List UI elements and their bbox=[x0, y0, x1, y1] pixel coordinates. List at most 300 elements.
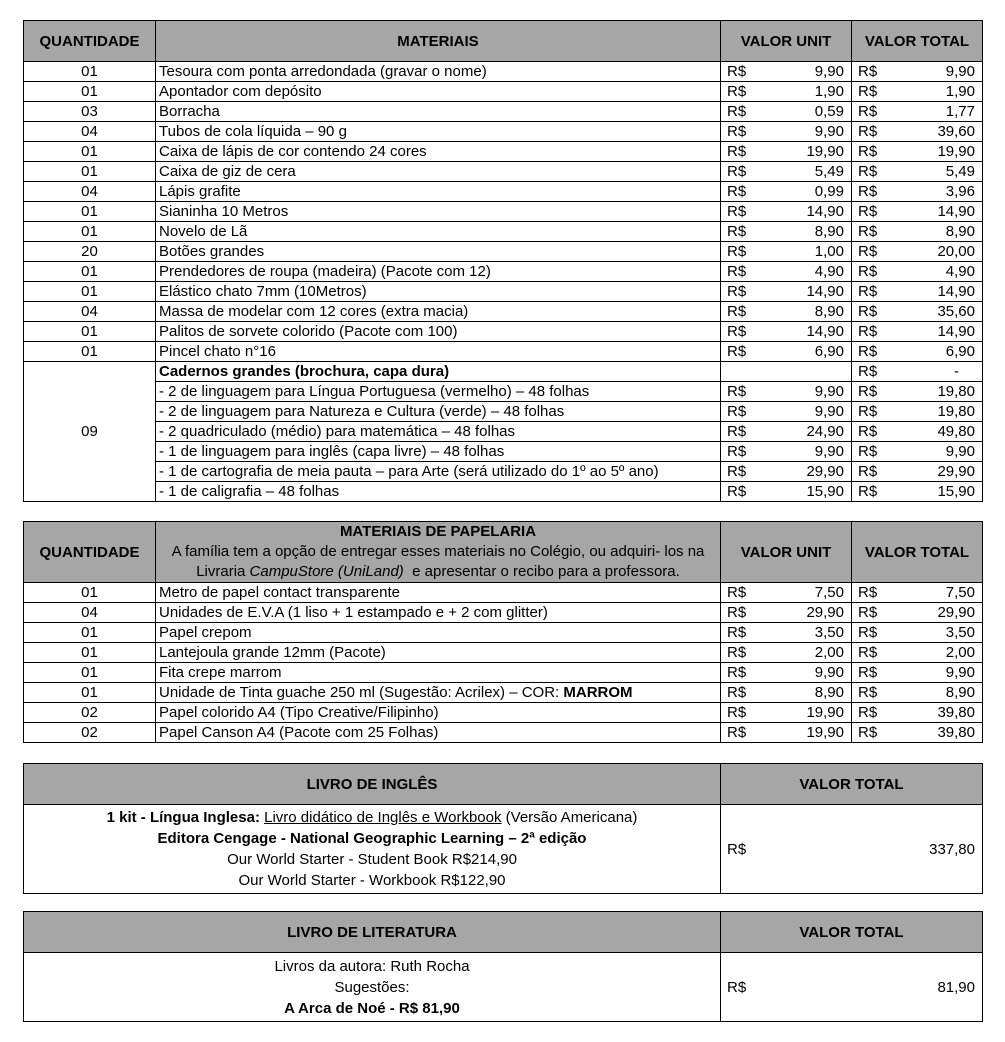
currency-label: R$ bbox=[858, 624, 878, 641]
quantity-cell: 20 bbox=[24, 242, 156, 262]
total-value-cell bbox=[852, 342, 983, 362]
total-value-cell bbox=[852, 222, 983, 242]
unit-value-cell bbox=[721, 382, 852, 402]
amount: 20,00 bbox=[937, 243, 975, 260]
currency-label: R$ bbox=[727, 263, 747, 280]
table-row bbox=[24, 182, 983, 202]
total-value-cell bbox=[852, 282, 983, 302]
amount: 2,00 bbox=[814, 644, 844, 661]
unit-value-cell bbox=[721, 643, 852, 663]
total-value-cell bbox=[852, 362, 983, 382]
amount: 14,90 bbox=[806, 283, 844, 300]
currency-label: R$ bbox=[727, 704, 747, 721]
ingles-table bbox=[23, 763, 983, 894]
material-cell bbox=[156, 723, 721, 743]
kit-version: (Versão Americana) bbox=[501, 809, 638, 826]
currency-label: R$ bbox=[858, 303, 878, 320]
amount: 1,90 bbox=[945, 83, 975, 100]
literatura-description bbox=[24, 953, 721, 1022]
item-text: Unidades de E.V.A (1 liso + 1 estampado e + 2 com glitter) bbox=[159, 604, 548, 621]
ingles-student-book: Our World Starter - Student Book R$214,90 bbox=[227, 851, 517, 868]
material-cell bbox=[156, 583, 721, 603]
currency-label: R$ bbox=[727, 584, 747, 601]
quantity-cell: 01 bbox=[24, 282, 156, 302]
currency-label: R$ bbox=[858, 443, 878, 460]
material-cell bbox=[156, 603, 721, 623]
quantity-cell: 01 bbox=[24, 162, 156, 182]
literatura-total-cell bbox=[721, 953, 983, 1022]
quantity-cell: 03 bbox=[24, 102, 156, 122]
quantity-cell: 01 bbox=[24, 322, 156, 342]
currency-label: R$ bbox=[858, 123, 878, 140]
papelaria-title: MATERIAIS DE PAPELARIA bbox=[339, 523, 537, 540]
table-row bbox=[24, 222, 983, 242]
amount: 19,80 bbox=[937, 383, 975, 400]
total-value-cell bbox=[852, 262, 983, 282]
total-value-cell bbox=[852, 663, 983, 683]
amount: 8,90 bbox=[814, 223, 844, 240]
amount: 19,80 bbox=[937, 403, 975, 420]
currency-label: R$ bbox=[858, 604, 878, 621]
table-row bbox=[24, 422, 983, 442]
material-cell: Caixa de giz de cera bbox=[156, 162, 721, 182]
amount: 1,90 bbox=[814, 83, 844, 100]
material-cell: Elástico chato 7mm (10Metros) bbox=[156, 282, 721, 302]
material-cell: Massa de modelar com 12 cores (extra macia) bbox=[156, 302, 721, 322]
amount: 14,90 bbox=[937, 283, 975, 300]
unit-value-cell bbox=[721, 142, 852, 162]
amount: 9,90 bbox=[814, 383, 844, 400]
amount: 3,50 bbox=[814, 624, 844, 641]
amount: 9,90 bbox=[814, 63, 844, 80]
unit-value-cell bbox=[721, 683, 852, 703]
currency-label: R$ bbox=[858, 83, 878, 100]
currency-label: R$ bbox=[858, 584, 878, 601]
total-value-cell bbox=[852, 82, 983, 102]
unit-value-cell bbox=[721, 342, 852, 362]
currency-label: R$ bbox=[727, 840, 747, 858]
currency-label: R$ bbox=[858, 684, 878, 701]
unit-value-cell bbox=[721, 603, 852, 623]
amount: - bbox=[954, 363, 959, 380]
papelaria-note-line1: A família tem a opção de entregar esses materiais no Colégio, ou adquiri- los na bbox=[171, 543, 705, 560]
currency-label: R$ bbox=[858, 363, 878, 380]
amount: 1,00 bbox=[814, 243, 844, 260]
table-row bbox=[24, 302, 983, 322]
unit-value-cell bbox=[721, 703, 852, 723]
amount: 15,90 bbox=[806, 483, 844, 500]
header-valor-total: VALOR TOTAL bbox=[721, 764, 983, 805]
quantity-cell: 01 bbox=[24, 583, 156, 603]
item-color-emphasis: MARROM bbox=[563, 684, 633, 701]
currency-label: R$ bbox=[858, 323, 878, 340]
amount: 15,90 bbox=[937, 483, 975, 500]
currency-label: R$ bbox=[858, 103, 878, 120]
amount: 9,90 bbox=[814, 664, 844, 681]
material-cell: Apontador com depósito bbox=[156, 82, 721, 102]
quantity-cell: 01 bbox=[24, 202, 156, 222]
header-papelaria bbox=[156, 522, 721, 583]
table-row bbox=[24, 643, 983, 663]
amount: 5,49 bbox=[945, 163, 975, 180]
amount: 9,90 bbox=[814, 123, 844, 140]
material-cell: Botões grandes bbox=[156, 242, 721, 262]
amount: 29,90 bbox=[937, 604, 975, 621]
unit-value-cell bbox=[721, 462, 852, 482]
unit-value-cell bbox=[721, 442, 852, 462]
amount: 9,90 bbox=[814, 403, 844, 420]
currency-label: R$ bbox=[727, 203, 747, 220]
currency-label: R$ bbox=[727, 978, 747, 996]
materiais-table bbox=[23, 20, 983, 502]
unit-value-cell bbox=[721, 723, 852, 743]
amount: 8,90 bbox=[814, 684, 844, 701]
currency-label: R$ bbox=[727, 183, 747, 200]
table-row bbox=[24, 382, 983, 402]
quantity-cell: 01 bbox=[24, 82, 156, 102]
material-cell: Sianinha 10 Metros bbox=[156, 202, 721, 222]
unit-value-cell bbox=[721, 242, 852, 262]
amount: 1,77 bbox=[945, 103, 975, 120]
total-value-cell bbox=[852, 402, 983, 422]
currency-label: R$ bbox=[727, 383, 747, 400]
table-row bbox=[24, 322, 983, 342]
amount: 49,80 bbox=[937, 423, 975, 440]
item-text: Papel Canson A4 (Pacote com 25 Folhas) bbox=[159, 724, 439, 741]
currency-label: R$ bbox=[727, 724, 747, 741]
literatura-total: 81,90 bbox=[937, 978, 975, 996]
item-text: Papel colorido A4 (Tipo Creative/Filipinho) bbox=[159, 704, 439, 721]
total-value-cell bbox=[852, 482, 983, 502]
currency-label: R$ bbox=[858, 143, 878, 160]
currency-label: R$ bbox=[858, 163, 878, 180]
table-row bbox=[24, 362, 983, 382]
total-value-cell bbox=[852, 322, 983, 342]
header-quantidade: QUANTIDADE bbox=[24, 522, 156, 583]
amount: 0,99 bbox=[814, 183, 844, 200]
currency-label: R$ bbox=[858, 664, 878, 681]
table-row bbox=[24, 242, 983, 262]
unit-value-cell bbox=[721, 322, 852, 342]
unit-value-cell bbox=[721, 623, 852, 643]
amount: 29,90 bbox=[937, 463, 975, 480]
material-cell: Novelo de Lã bbox=[156, 222, 721, 242]
material-cell bbox=[156, 703, 721, 723]
currency-label: R$ bbox=[858, 203, 878, 220]
caderno-item-cell: - 1 de caligrafia – 48 folhas bbox=[156, 482, 721, 502]
table-row bbox=[24, 723, 983, 743]
papelaria-note-line2 bbox=[159, 562, 717, 582]
amount: 14,90 bbox=[806, 203, 844, 220]
amount: 35,60 bbox=[937, 303, 975, 320]
note-text: Livraria bbox=[196, 563, 250, 580]
currency-label: R$ bbox=[727, 303, 747, 320]
amount: 19,90 bbox=[806, 724, 844, 741]
ingles-total-cell bbox=[721, 805, 983, 894]
unit-value-cell bbox=[721, 583, 852, 603]
currency-label: R$ bbox=[858, 263, 878, 280]
kit-books: Livro didático de Inglês e Workbook bbox=[264, 809, 502, 826]
table-row bbox=[24, 402, 983, 422]
currency-label: R$ bbox=[727, 463, 747, 480]
table-row bbox=[24, 603, 983, 623]
total-value-cell bbox=[852, 182, 983, 202]
total-value-cell bbox=[852, 202, 983, 222]
currency-label: R$ bbox=[858, 704, 878, 721]
quantity-cell: 01 bbox=[24, 643, 156, 663]
quantity-cell: 01 bbox=[24, 62, 156, 82]
material-cell: Palitos de sorvete colorido (Pacote com 100) bbox=[156, 322, 721, 342]
table-row bbox=[24, 342, 983, 362]
unit-value-cell bbox=[721, 102, 852, 122]
currency-label: R$ bbox=[727, 443, 747, 460]
unit-value-cell bbox=[721, 282, 852, 302]
ingles-total: 337,80 bbox=[929, 840, 975, 858]
material-cell bbox=[156, 663, 721, 683]
item-text: Lantejoula grande 12mm (Pacote) bbox=[159, 644, 386, 661]
ingles-publisher: Editora Cengage - National Geographic Learning – 2ª edição bbox=[157, 830, 587, 847]
currency-label: R$ bbox=[858, 183, 878, 200]
unit-value-cell bbox=[721, 262, 852, 282]
currency-label: R$ bbox=[727, 624, 747, 641]
amount: 8,90 bbox=[945, 684, 975, 701]
amount: 9,90 bbox=[945, 443, 975, 460]
total-value-cell bbox=[852, 643, 983, 663]
literatura-table bbox=[23, 911, 983, 1022]
unit-value-cell bbox=[721, 402, 852, 422]
table-row bbox=[24, 82, 983, 102]
currency-label: R$ bbox=[727, 103, 747, 120]
caderno-item-cell: - 2 de linguagem para Língua Portuguesa (vermelho) – 48 folhas bbox=[156, 382, 721, 402]
unit-value-cell bbox=[721, 202, 852, 222]
material-cell: Caixa de lápis de cor contendo 24 cores bbox=[156, 142, 721, 162]
currency-label: R$ bbox=[727, 423, 747, 440]
amount: 9,90 bbox=[945, 63, 975, 80]
unit-value-cell bbox=[721, 62, 852, 82]
total-value-cell bbox=[852, 422, 983, 442]
table-row bbox=[24, 162, 983, 182]
currency-label: R$ bbox=[727, 323, 747, 340]
caderno-item-cell: - 2 quadriculado (médio) para matemática – 48 folhas bbox=[156, 422, 721, 442]
currency-label: R$ bbox=[727, 243, 747, 260]
currency-label: R$ bbox=[858, 644, 878, 661]
quantity-cell: 04 bbox=[24, 603, 156, 623]
table-row bbox=[24, 122, 983, 142]
unit-value-cell bbox=[721, 482, 852, 502]
table-row bbox=[24, 482, 983, 502]
header-valor-unit: VALOR UNIT bbox=[721, 522, 852, 583]
amount: 6,90 bbox=[945, 343, 975, 360]
material-cell bbox=[156, 623, 721, 643]
total-value-cell bbox=[852, 102, 983, 122]
material-cell: Borracha bbox=[156, 102, 721, 122]
amount: 19,90 bbox=[806, 143, 844, 160]
item-text: Fita crepe marrom bbox=[159, 664, 282, 681]
header-valor-total: VALOR TOTAL bbox=[852, 522, 983, 583]
amount: 7,50 bbox=[945, 584, 975, 601]
table-row bbox=[24, 462, 983, 482]
unit-value-cell bbox=[721, 362, 852, 382]
quantity-cell: 02 bbox=[24, 703, 156, 723]
amount: 24,90 bbox=[806, 423, 844, 440]
literatura-author: Livros da autora: Ruth Rocha bbox=[274, 957, 470, 975]
currency-label: R$ bbox=[858, 483, 878, 500]
item-text: Metro de papel contact transparente bbox=[159, 584, 400, 601]
cadernos-title: Cadernos grandes (brochura, capa dura) bbox=[156, 362, 721, 382]
quantity-cell: 01 bbox=[24, 342, 156, 362]
kit-label: 1 kit - Língua Inglesa: bbox=[106, 809, 260, 826]
quantity-cell: 02 bbox=[24, 723, 156, 743]
amount: 39,80 bbox=[937, 704, 975, 721]
total-value-cell bbox=[852, 442, 983, 462]
unit-value-cell bbox=[721, 122, 852, 142]
material-cell: Prendedores de roupa (madeira) (Pacote com 12) bbox=[156, 262, 721, 282]
total-value-cell bbox=[852, 623, 983, 643]
currency-label: R$ bbox=[727, 644, 747, 661]
table-row bbox=[24, 142, 983, 162]
quantity-cell: 01 bbox=[24, 222, 156, 242]
currency-label: R$ bbox=[727, 604, 747, 621]
quantity-cell: 09 bbox=[24, 362, 156, 502]
currency-label: R$ bbox=[858, 463, 878, 480]
papelaria-table bbox=[23, 521, 983, 743]
table-row bbox=[24, 262, 983, 282]
literatura-suggestions-label: Sugestões: bbox=[334, 978, 410, 996]
table-row bbox=[24, 62, 983, 82]
quantity-cell: 01 bbox=[24, 262, 156, 282]
unit-value-cell bbox=[721, 422, 852, 442]
amount: 39,60 bbox=[937, 123, 975, 140]
amount: 0,59 bbox=[814, 103, 844, 120]
currency-label: R$ bbox=[858, 383, 878, 400]
total-value-cell bbox=[852, 462, 983, 482]
table-row bbox=[24, 282, 983, 302]
amount: 3,50 bbox=[945, 624, 975, 641]
caderno-item-cell: - 2 de linguagem para Natureza e Cultura (verde) – 48 folhas bbox=[156, 402, 721, 422]
table-row bbox=[24, 102, 983, 122]
ingles-workbook: Our World Starter - Workbook R$122,90 bbox=[238, 872, 506, 889]
header-valor-total: VALOR TOTAL bbox=[721, 912, 983, 953]
amount: 14,90 bbox=[806, 323, 844, 340]
currency-label: R$ bbox=[858, 243, 878, 260]
total-value-cell bbox=[852, 302, 983, 322]
unit-value-cell bbox=[721, 82, 852, 102]
table-row bbox=[24, 683, 983, 703]
amount: 3,96 bbox=[945, 183, 975, 200]
ingles-line1 bbox=[27, 807, 717, 828]
unit-value-cell bbox=[721, 663, 852, 683]
amount: 8,90 bbox=[814, 303, 844, 320]
note-text: e apresentar o recibo para a professora. bbox=[403, 563, 680, 580]
currency-label: R$ bbox=[727, 283, 747, 300]
quantity-cell: 01 bbox=[24, 142, 156, 162]
currency-label: R$ bbox=[727, 223, 747, 240]
total-value-cell bbox=[852, 382, 983, 402]
currency-label: R$ bbox=[858, 403, 878, 420]
header-valor-total: VALOR TOTAL bbox=[852, 21, 983, 62]
amount: 19,90 bbox=[937, 143, 975, 160]
amount: 19,90 bbox=[806, 704, 844, 721]
currency-label: R$ bbox=[727, 163, 747, 180]
currency-label: R$ bbox=[727, 143, 747, 160]
total-value-cell bbox=[852, 603, 983, 623]
total-value-cell bbox=[852, 162, 983, 182]
literatura-book: A Arca de Noé - R$ 81,90 bbox=[284, 999, 460, 1017]
currency-label: R$ bbox=[727, 63, 747, 80]
currency-label: R$ bbox=[727, 483, 747, 500]
amount: 6,90 bbox=[814, 343, 844, 360]
total-value-cell bbox=[852, 583, 983, 603]
store-name: CampuStore (UniLand) bbox=[249, 563, 404, 580]
total-value-cell bbox=[852, 723, 983, 743]
currency-label: R$ bbox=[727, 343, 747, 360]
unit-value-cell bbox=[721, 182, 852, 202]
table-row bbox=[24, 442, 983, 462]
amount: 14,90 bbox=[937, 323, 975, 340]
unit-value-cell bbox=[721, 162, 852, 182]
amount: 9,90 bbox=[814, 443, 844, 460]
currency-label: R$ bbox=[858, 223, 878, 240]
amount: 8,90 bbox=[945, 223, 975, 240]
currency-label: R$ bbox=[727, 403, 747, 420]
material-cell bbox=[156, 643, 721, 663]
table-row bbox=[24, 202, 983, 222]
amount: 29,90 bbox=[806, 463, 844, 480]
caderno-item-cell: - 1 de cartografia de meia pauta – para Arte (será utilizado do 1º ao 5º ano) bbox=[156, 462, 721, 482]
currency-label: R$ bbox=[858, 423, 878, 440]
quantity-cell: 04 bbox=[24, 122, 156, 142]
currency-label: R$ bbox=[858, 343, 878, 360]
material-cell: Tubos de cola líquida – 90 g bbox=[156, 122, 721, 142]
material-cell bbox=[156, 683, 721, 703]
item-text: Papel crepom bbox=[159, 624, 252, 641]
amount: 14,90 bbox=[937, 203, 975, 220]
ingles-description bbox=[24, 805, 721, 894]
material-cell: Pincel chato n°16 bbox=[156, 342, 721, 362]
currency-label: R$ bbox=[727, 83, 747, 100]
caderno-item-cell: - 1 de linguagem para inglês (capa livre) – 48 folhas bbox=[156, 442, 721, 462]
quantity-cell: 01 bbox=[24, 623, 156, 643]
amount: 29,90 bbox=[806, 604, 844, 621]
amount: 4,90 bbox=[945, 263, 975, 280]
currency-label: R$ bbox=[858, 283, 878, 300]
header-livro-literatura: LIVRO DE LITERATURA bbox=[24, 912, 721, 953]
item-text: Unidade de Tinta guache 250 ml (Sugestão: Acrilex) – COR: bbox=[159, 684, 564, 701]
material-cell: Tesoura com ponta arredondada (gravar o nome) bbox=[156, 62, 721, 82]
quantity-cell: 04 bbox=[24, 182, 156, 202]
quantity-cell: 04 bbox=[24, 302, 156, 322]
quantity-cell: 01 bbox=[24, 683, 156, 703]
total-value-cell bbox=[852, 242, 983, 262]
table-row bbox=[24, 583, 983, 603]
header-livro-ingles: LIVRO DE INGLÊS bbox=[24, 764, 721, 805]
amount: 7,50 bbox=[814, 584, 844, 601]
header-valor-unit: VALOR UNIT bbox=[721, 21, 852, 62]
unit-value-cell bbox=[721, 302, 852, 322]
amount: 2,00 bbox=[945, 644, 975, 661]
total-value-cell bbox=[852, 683, 983, 703]
amount: 4,90 bbox=[814, 263, 844, 280]
currency-label: R$ bbox=[727, 684, 747, 701]
total-value-cell bbox=[852, 62, 983, 82]
total-value-cell bbox=[852, 703, 983, 723]
amount: 39,80 bbox=[937, 724, 975, 741]
currency-label: R$ bbox=[727, 664, 747, 681]
unit-value-cell bbox=[721, 222, 852, 242]
currency-label: R$ bbox=[858, 724, 878, 741]
amount: 9,90 bbox=[945, 664, 975, 681]
currency-label: R$ bbox=[858, 63, 878, 80]
